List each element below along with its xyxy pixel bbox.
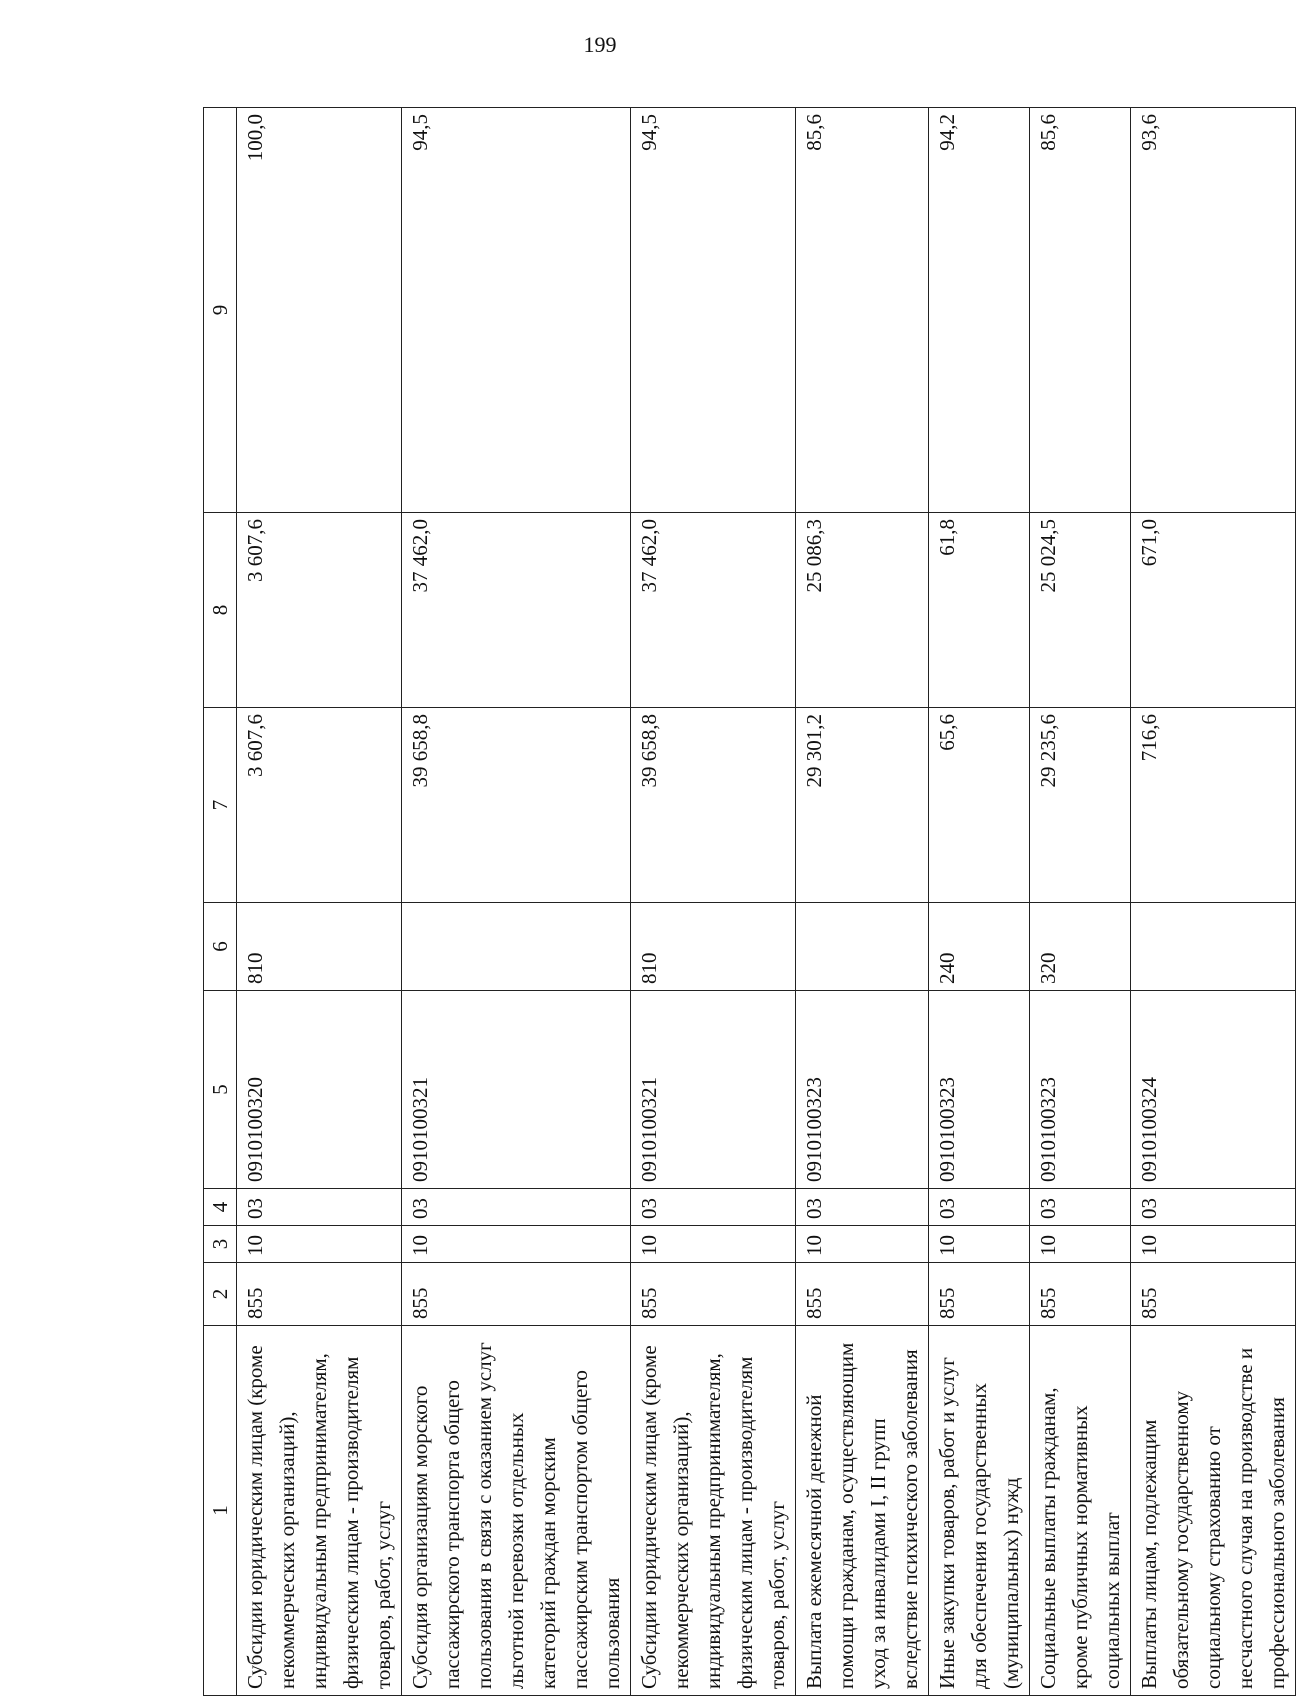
cell-expense-type: 810	[237, 903, 402, 991]
row-name: Выплаты лицам, подлежащим обязательному государственному социальному страхованию от несчастного случая на производстве и профессионального заболевания	[1131, 1326, 1296, 1696]
cell-subsection: 03	[1131, 1189, 1296, 1226]
cell-target-article: 0910100323	[1030, 991, 1131, 1189]
cell-target-article: 0910100323	[796, 991, 929, 1189]
cell-col-9: 94,2	[929, 108, 1030, 513]
cell-col-8: 25 024,5	[1030, 513, 1131, 708]
cell-admin-code: 855	[631, 1263, 796, 1326]
cell-col-9: 100,0	[237, 108, 402, 513]
table-row	[631, 108, 796, 1696]
header-col-1: 1	[204, 1326, 237, 1696]
cell-col-7: 29 301,2	[796, 708, 929, 903]
cell-col-8: 671,0	[1131, 513, 1296, 708]
cell-col-8: 61,8	[929, 513, 1030, 708]
header-col-9: 9	[204, 108, 237, 513]
cell-expense-type	[796, 903, 929, 991]
cell-admin-code: 855	[929, 1263, 1030, 1326]
cell-target-article: 0910100321	[631, 991, 796, 1189]
cell-section: 10	[402, 1226, 631, 1263]
row-name: Социальные выплаты гражданам, кроме публичных нормативных социальных выплат	[1030, 1326, 1131, 1696]
cell-target-article: 0910100321	[402, 991, 631, 1189]
cell-col-8: 25 086,3	[796, 513, 929, 708]
cell-subsection: 03	[929, 1189, 1030, 1226]
page-number: 199	[583, 32, 617, 57]
header-col-2: 2	[204, 1263, 237, 1326]
cell-admin-code: 855	[402, 1263, 631, 1326]
cell-subsection: 03	[1030, 1189, 1131, 1226]
table-row	[237, 108, 402, 1696]
cell-col-7: 39 658,8	[402, 708, 631, 903]
table-row	[1030, 108, 1131, 1696]
cell-section: 10	[631, 1226, 796, 1263]
cell-col-9: 93,6	[1131, 108, 1296, 513]
cell-expense-type	[402, 903, 631, 991]
cell-col-7: 39 658,8	[631, 708, 796, 903]
cell-section: 10	[796, 1226, 929, 1263]
cell-subsection: 03	[402, 1189, 631, 1226]
cell-col-9: 85,6	[1030, 108, 1131, 513]
cell-col-9: 94,5	[402, 108, 631, 513]
row-name: Субсидии юридическим лицам (кроме некоммерческих организаций), индивидуальным предпринимателям, физическим лицам - производителям товаров, работ, услуг	[631, 1326, 796, 1696]
row-name: Субсидии юридическим лицам (кроме некоммерческих организаций), индивидуальным предпринимателям, физическим лицам - производителям товаров, работ, услуг	[237, 1326, 402, 1696]
cell-section: 10	[929, 1226, 1030, 1263]
cell-expense-type: 240	[929, 903, 1030, 991]
header-col-3: 3	[204, 1226, 237, 1263]
budget-table	[203, 107, 1296, 1696]
cell-subsection: 03	[631, 1189, 796, 1226]
table-row	[929, 108, 1030, 1696]
header-col-7: 7	[204, 708, 237, 903]
row-name: Субсидия организациям морского пассажирского транспорта общего пользования в связи с оказанием услуг льготной перевозки отдельных категорий граждан морским пассажирским транспортом общего пользования	[402, 1326, 631, 1696]
cell-col-8: 3 607,6	[237, 513, 402, 708]
cell-col-9: 85,6	[796, 108, 929, 513]
cell-col-7: 29 235,6	[1030, 708, 1131, 903]
cell-col-7: 3 607,6	[237, 708, 402, 903]
cell-target-article: 0910100323	[929, 991, 1030, 1189]
cell-col-7: 716,6	[1131, 708, 1296, 903]
cell-admin-code: 855	[796, 1263, 929, 1326]
cell-target-article: 0910100324	[1131, 991, 1296, 1189]
cell-col-8: 37 462,0	[402, 513, 631, 708]
table-row	[402, 108, 631, 1696]
cell-expense-type	[1131, 903, 1296, 991]
row-name: Иные закупки товаров, работ и услуг для обеспечения государственных (муниципальных) нужд	[929, 1326, 1030, 1696]
header-col-4: 4	[204, 1189, 237, 1226]
cell-section: 10	[1131, 1226, 1296, 1263]
table-row	[796, 108, 929, 1696]
cell-admin-code: 855	[1030, 1263, 1131, 1326]
cell-admin-code: 855	[237, 1263, 402, 1326]
header-col-6: 6	[204, 903, 237, 991]
rotated-table-wrapper	[203, 108, 1289, 1696]
cell-subsection: 03	[796, 1189, 929, 1226]
cell-col-7: 65,6	[929, 708, 1030, 903]
cell-admin-code: 855	[1131, 1263, 1296, 1326]
cell-target-article: 0910100320	[237, 991, 402, 1189]
cell-section: 10	[1030, 1226, 1131, 1263]
header-row	[204, 108, 237, 1696]
header-col-5: 5	[204, 991, 237, 1189]
table-row	[1131, 108, 1296, 1696]
cell-subsection: 03	[237, 1189, 402, 1226]
cell-expense-type: 320	[1030, 903, 1131, 991]
cell-expense-type: 810	[631, 903, 796, 991]
cell-section: 10	[237, 1226, 402, 1263]
cell-col-8: 37 462,0	[631, 513, 796, 708]
header-col-8: 8	[204, 513, 237, 708]
row-name: Выплата ежемесячной денежной помощи гражданам, осуществляющим уход за инвалидами I, II групп вследствие психического заболевания	[796, 1326, 929, 1696]
cell-col-9: 94,5	[631, 108, 796, 513]
